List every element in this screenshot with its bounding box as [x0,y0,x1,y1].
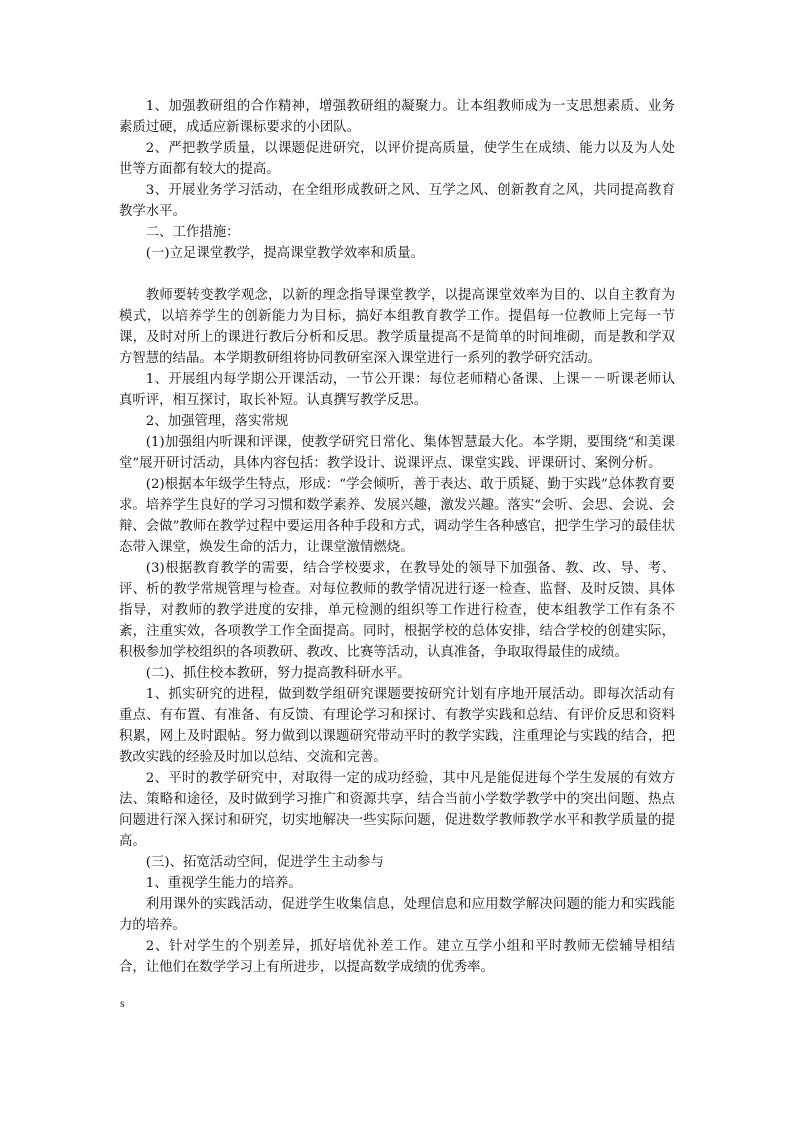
footer-mark: s [120,996,125,1010]
goal-paragraph-1: 1、加强教研组的合作精神，增强教研组的凝聚力。让本组教师成为一支思想素质、业务素质过硬，成适应新课标要求的小团队。 [119,99,675,135]
subheading-activity-space: (三)、拓宽活动空间，促进学生主动参与 [145,855,384,870]
subheading-classroom-teaching: (一)立足课堂教学，提高课堂教学效率和质量。 [145,246,425,261]
paragraph-teaching-concept: 教师要转变教学观念，以新的理念指导课堂教学，以提高课堂效率为目的、以自主教育为模式，以培养学生的创新能力为目标，搞好本组教育教学工作。提倡每一位教师上完每一节课，及时对所上的课进行教后分析和反思。教学质量提高不是简单的时间堆砌，而是教和学双方智慧的结晶。本学期教研组将协同教研室深入课堂进行一系列的教学研究活动。 [119,288,675,366]
subheading-ability-training: 1、重视学生能力的培养。 [145,876,302,891]
paragraph-practice-activities: 利用课外的实践活动，促进学生收集信息，处理信息和应用数学解决问题的能力和实践能力的培养。 [119,897,675,933]
blank-line [119,264,675,285]
paragraph-individual-differences: 2、针对学生的个别差异，抓好培优补差工作。建立互学小组和平时教师无偿辅导相结合，让他们在数学学习上有所进步，以提高数学成绩的优秀率。 [119,939,675,975]
paragraph-experience-sharing: 2、平时的教学研究中，对取得一定的成功经验，其中凡是能促进每个学生发展的有效方法、策略和途径，及时做到学习推广和资源共享，结合当前小学数学教学中的突出问题、热点问题进行深入探讨和研究，切实地解决一些实际问题，促进数学教师教学水平和教学质量的提高。 [119,771,675,849]
paragraph-routine-management: (3)根据教育教学的需要，结合学校要求，在教导处的领导下加强备、教、改、导、考、评、析的教学常规管理与检查。对每位教师的教学情况进行逐一检查、监督、及时反馈、具体指导，对教师的教学进度的安排，单元检测的组织等工作进行检查，使本组教学工作有条不紊，注重实效，各项教学工作全面提高。同时，根据学校的总体安排，结合学校的创建实际，积极参加学校组织的各项教研、教改、比赛等活动，认真准备，争取取得最佳的成绩。 [119,561,675,660]
goal-paragraph-3: 3、开展业务学习活动，在全组形成教研之风、互学之风、创新教育之风，共同提高教育教学水平。 [119,183,675,219]
section-heading-measures: 二、工作措施： [145,225,240,240]
paragraph-lesson-review: (1)加强组内听课和评课，使教学研究日常化、集体智慧最大化。本学期，要围绕“和美课堂”展开研讨活动，具体内容包括：教学设计、说课评点、课堂实践、评课研讨、案例分析。 [119,435,675,471]
subheading-school-research: (二)、抓住校本教研，努力提高教科研水平。 [145,666,411,681]
paragraph-research-process: 1、抓实研究的进程，做到数学组研究课题要按研究计划有序地开展活动。即每次活动有重点、有布置、有准备、有反馈、有理论学习和探讨、有教学实践和总结、有评价反思和资料积累，网上及时跟帖。努力做到以课题研究带动平时的教学实践，注重理论与实践的结合，把教改实践的经验及时加以总结、交流和完善。 [119,687,675,765]
document-body [119,96,675,978]
goal-paragraph-2: 2、严把教学质量，以课题促进研究，以评价提高质量，使学生在成绩、能力以及为人处世等方面都有较大的提高。 [119,141,675,177]
subheading-management: 2、加强管理，落实常规 [145,414,289,429]
paragraph-student-traits: (2)根据本年级学生特点，形成：“学会倾听，善于表达、敢于质疑、勤于实践”总体教育要求。培养学生良好的学习习惯和数学素养、发展兴趣，激发兴趣。落实“会听、会思、会说、会辩、会做”教师在教学过程中要运用各种手段和方式，调动学生各种感官，把学生学习的最佳状态带入课堂，焕发生命的活力，让课堂激情燃烧。 [119,477,675,555]
paragraph-open-class: 1、开展组内每学期公开课活动，一节公开课：每位老师精心备课、上课－－听课老师认真听评，相互探讨，取长补短。认真撰写教学反思。 [119,372,675,408]
